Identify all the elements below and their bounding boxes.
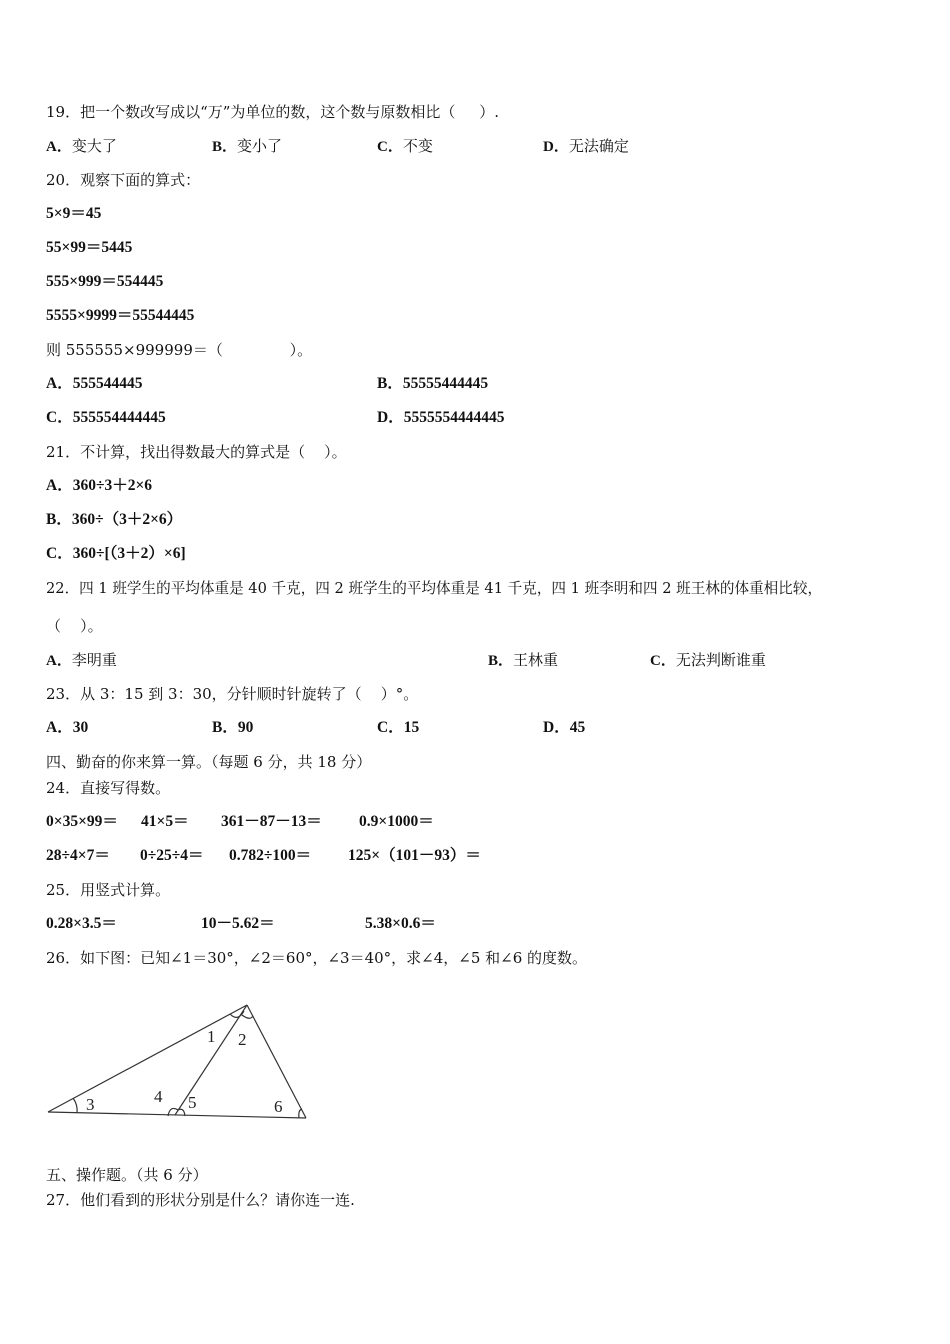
angle-label: 4 [154,1087,163,1106]
triangle-side [48,1005,247,1112]
q20-option-c[interactable]: C．555554444445 [46,409,166,426]
angle-label: 5 [188,1093,197,1112]
angle-label: 6 [274,1097,283,1116]
q24-item: 0×35×99＝ [46,813,118,830]
q22-option-b[interactable]: B．王林重 [488,651,559,669]
q19-option-a[interactable]: A．变大了 [46,137,117,155]
triangle-inner-line [175,1005,247,1115]
q22-stem: 22．四 1 班学生的平均体重是 40 千克，四 2 班学生的平均体重是 41 千克，四 1 班李明和四 2 班王林的体重相比较， [46,580,823,597]
q19-option-c[interactable]: C．不变 [377,137,433,155]
q21-option-a[interactable]: A．360÷3＋2×6 [46,477,153,494]
triangle-figure [40,995,330,1125]
q20-stem: 20．观察下面的算式： [46,171,201,189]
q24-item: 0.782÷100＝ [229,847,312,864]
q23-stem: 23．从 3：15 到 3：30，分针顺时针旋转了（ ）°。 [46,685,419,703]
angle-arc-2 [242,1015,253,1018]
q20-equation: 5×9＝45 [46,205,102,222]
q20-option-a[interactable]: A．555544445 [46,375,143,392]
q24-item: 0.9×1000＝ [359,813,434,830]
q19-option-b[interactable]: B．变小了 [212,137,283,155]
q24-stem: 24．直接写得数。 [46,779,171,797]
q19-option-d[interactable]: D．无法确定 [543,137,629,155]
q24-item: 125×（101－93）＝ [348,847,481,864]
q21-stem: 21．不计算，找出得数最大的算式是（ ）。 [46,443,347,461]
q20-option-d[interactable]: D．5555554444445 [377,409,505,426]
q20-equation: 55×99＝5445 [46,239,133,256]
section-heading: 四、勤奋的你来算一算。（每题 6 分，共 18 分） [46,753,372,771]
q25-item: 0.28×3.5＝ [46,915,117,932]
q23-option-c[interactable]: C．15 [377,719,420,736]
q22-option-c[interactable]: C．无法判断谁重 [650,651,766,669]
q20-ask: 则 555555×999999＝（ ）。 [46,341,313,359]
angle-arc-3 [73,1098,77,1113]
q19-stem: 19．把一个数改写成以“万”为单位的数，这个数与原数相比（ ）. [46,103,500,121]
q27-stem: 27．他们看到的形状分别是什么？请你连一连. [46,1191,355,1209]
q24-item: 41×5＝ [141,813,189,830]
q20-equation: 5555×9999＝55544445 [46,307,195,324]
q26-stem: 26．如下图：已知∠1＝30°，∠2＝60°，∠3＝40°，求∠4，∠5 和∠6 的度数。 [46,949,588,967]
q23-option-b[interactable]: B．90 [212,719,254,736]
q20-option-b[interactable]: B．55555444445 [377,375,489,392]
q22-option-a[interactable]: A．李明重 [46,651,117,669]
q25-item: 10－5.62＝ [201,915,275,932]
q20-equation: 555×999＝554445 [46,273,164,290]
q21-option-b[interactable]: B．360÷（3＋2×6） [46,511,183,528]
q24-item: 28÷4×7＝ [46,847,110,864]
angle-label: 1 [207,1027,216,1046]
angle-label: 3 [86,1095,95,1114]
q24-item: 361－87－13＝ [221,813,322,830]
q24-item: 0÷25÷4＝ [140,847,204,864]
q21-option-c[interactable]: C．360÷[（3＋2）×6] [46,545,186,562]
q23-option-a[interactable]: A．30 [46,719,89,736]
q22-stem-continued: （ ）。 [46,617,103,635]
q25-stem: 25．用竖式计算。 [46,881,171,899]
section-heading: 五、操作题。（共 6 分） [46,1166,208,1184]
q25-item: 5.38×0.6＝ [365,915,436,932]
angle-label: 2 [238,1030,247,1049]
q23-option-d[interactable]: D．45 [543,719,586,736]
